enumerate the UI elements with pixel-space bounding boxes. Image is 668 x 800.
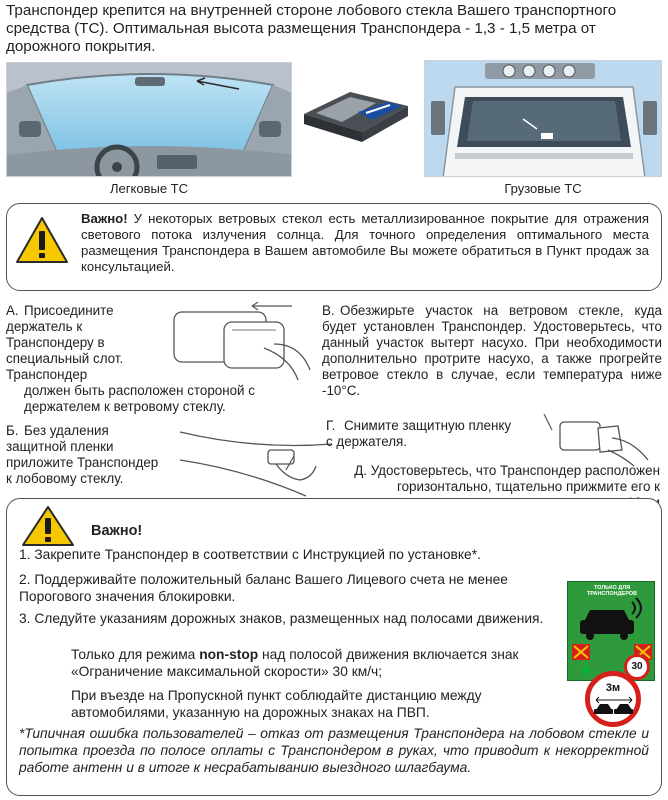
step-a-text: Присоедините держатель к Транспондеру в специальный слот. Транспондер: [6, 303, 124, 382]
step-g-letter: Г.: [326, 418, 336, 433]
car-caption: Легковые ТС: [110, 181, 188, 196]
warning-body: У некоторых ветровых стекол есть металлизированное покрытие для отражения светового потока излучения солнца. Для точного определения оптимального места размещения Транспондера в Вашем автомобиле Вы можете обратиться в Пункт продаж за консультацией.: [81, 211, 649, 274]
warning-icon: [15, 216, 69, 264]
step-b: [6, 423, 166, 487]
warning2-title: Важно!: [91, 523, 143, 539]
warning-icon-2: [21, 505, 75, 547]
step-g-text: Снимите защитную пленку с держателя.: [326, 418, 512, 449]
warning2-item2: 2. Поддерживайте положительный баланс Вашего Лицевого счета не менее Порогового значения блокировки.: [19, 572, 508, 604]
step-v: [322, 303, 662, 399]
two-cars-icon: [594, 696, 634, 718]
distance-sign: [585, 671, 641, 727]
step-a-text2: должен быть расположен стороной с держателем к ветровому стеклу.: [24, 383, 255, 414]
distance-value: 3м: [605, 682, 621, 694]
warning-box-important: [6, 498, 662, 796]
step-g: [326, 418, 516, 450]
warning-box-metallized-glass: [6, 203, 662, 291]
step-v-letter: В.: [322, 303, 335, 318]
step-a-letter: А.: [6, 303, 19, 318]
step-b-sketch: [176, 420, 336, 498]
step-a-sketch: [168, 300, 318, 382]
truck-illustration: [424, 60, 662, 177]
step-b-letter: Б.: [6, 423, 19, 438]
warning-lead: Важно!: [81, 211, 128, 226]
warning2-paragraph2: При въезде на Пропускной пункт соблюдайте дистанцию между автомобилями, указанную на дорожных знаках на ПВП.: [71, 688, 482, 720]
truck-caption: Грузовые ТС: [504, 181, 582, 196]
transponder-device-illustration: [298, 86, 414, 146]
warning2-paragraph1: Только для режима non-stop над полосой движения включается знак «Ограничение максимальной скорости» 30 км/ч;: [71, 647, 519, 679]
step-g-sketch: [538, 410, 658, 468]
lane-sign-header: ТОЛЬКО ДЛЯ ТРАНСПОНДЕРОВ: [586, 585, 638, 597]
step-v-text: Обезжирьте участок на ветровом стекле, куда будет установлен Транспондер. Удостоверьтесь, что данный участок вытерт насухо. При необходимости дополнительно протрите насухо, а также прогрейте ветровое стекло в случае, если температура ниже -10°С.: [322, 303, 662, 398]
warning2-item1: 1. Закрепите Транспондер в соответствии с Инструкцией по установке*.: [19, 547, 481, 562]
warning2-item3: 3. Следуйте указаниям дорожных знаков, размещенных над полосами движения.: [19, 611, 544, 626]
step-a: [6, 303, 166, 383]
speed-limit-sign: 30: [624, 654, 650, 680]
step-b-text: Без удаления защитной пленки приложите Транспондер к лобовому стеклу.: [6, 423, 159, 486]
step-d: Д. Удостоверьтесь, что Транспондер расположен горизонтально, тщательно прижмите его к: [354, 463, 660, 494]
warning-text: [81, 211, 649, 275]
intro-text: Транспондер крепится на внутренней стороне лобового стекла Вашего транспортного средства (ТС). Оптимальная высота размещения Транспондера - 1,3 - 1,5 метра от дорожного покрытия.: [6, 2, 617, 55]
warning2-footnote: *Типичная ошибка пользователей – отказ от размещения Транспондера на лобовом стекле и попытка проезда по полосе оплаты с Транспондером в руках, что приводит к некорректной работе антенн и в итоге к несрабатыванию выездного шлагбаума.: [19, 726, 649, 775]
car-interior-illustration: [6, 62, 292, 177]
lane-transponder-sign: [567, 581, 655, 681]
